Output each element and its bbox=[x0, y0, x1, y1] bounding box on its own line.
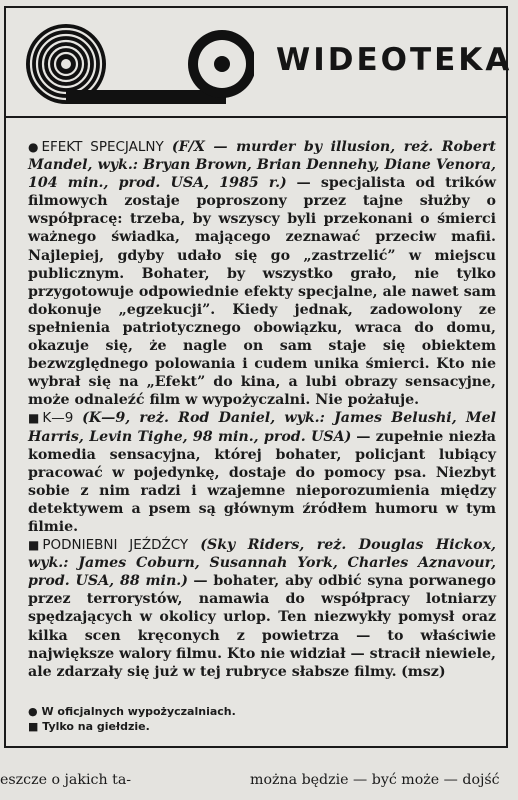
column-frame bbox=[4, 6, 513, 748]
author-signature: (msz) bbox=[401, 663, 446, 680]
review-entry bbox=[28, 536, 496, 681]
square-bullet-icon: ■ bbox=[28, 538, 40, 553]
film-credits: (Sky Riders, reż. Douglas Hickox, wyk.: James Coburn, Susannah York, Charles Aznavour, prod. USA, 88 min.) bbox=[28, 537, 496, 590]
next-article-fragment bbox=[0, 772, 518, 800]
square-bullet-icon: ■ bbox=[28, 720, 39, 733]
circle-bullet-icon: ● bbox=[28, 140, 39, 154]
reviews-body bbox=[28, 138, 496, 681]
legend-label: Tylko na giełdzie. bbox=[42, 720, 150, 733]
film-credits: (K—9, reż. Rod Daniel, wyk.: James Belushi, Mel Harris, Levin Tighe, 98 min., prod. USA) bbox=[28, 410, 496, 445]
availability-legend bbox=[28, 704, 488, 734]
column-title: WIDEOTEKA bbox=[276, 42, 513, 78]
review-entry bbox=[28, 138, 496, 409]
film-title: EFEKT SPECJALNY bbox=[41, 139, 164, 155]
film-title: PODNIEBNI JEŹDŹCY bbox=[42, 537, 189, 554]
square-bullet-icon: ■ bbox=[28, 411, 40, 426]
film-title: K—9 bbox=[42, 410, 74, 427]
circle-bullet-icon: ● bbox=[28, 705, 38, 718]
film-review: — specjalista od trików filmowych zostaje poproszony przez tajne służby o współpracę: trzeba, by wszyscy byli przekonani o śmierci ważnego świadka, mającego zeznawać przeciw mafii. Najlepiej, gdyby udało się go „zastrzelić” w miejscu publicznym. Bohater, by wszystko grało, nie tylko przygotowuje odpowiednie efekty specjalne, ale nawet sam dokonuje „egzekucji”. Kiedy jednak, zadowolony ze spełnienia patriotycznego obowiązku, wraca do domu, okazuje się, że nagle on sam staje się obiektem bezwzględnego polowania i cudem unika śmierci. Kto nie wybrał się na „Efekt” do kina, a lubi obrazy sensacyjne, może odnaleźć film w wypożyczalni. Nie pożałuje. bbox=[28, 175, 496, 409]
column-header bbox=[6, 8, 513, 118]
fragment-right: można będzie — być może — dojść bbox=[250, 772, 500, 788]
film-review: — bohater, aby odbić syna porwanego przez terrorystów, namawia do współpracy lotniarzy spędzających w okolicy urlop. Ten niezwykły pomysł oraz kilka scen kręconych z powietrza — to właściwie największe walory filmu. Kto nie widział — stracił niewiele, ale zdarzały się już w tej rubryce słabsze filmy. bbox=[28, 573, 497, 680]
fragment-left: eszcze o jakich ta- bbox=[0, 772, 132, 788]
review-entry bbox=[28, 409, 496, 536]
legend-item bbox=[28, 719, 488, 734]
film-review: — zupełnie niezła komedia sensacyjna, której bohater, policjant lubiący pracować w pojedynkę, dostaje do pomocy psa. Niezbyt sobie z nim radzi i wzajemne nieporozumienia między detektywem a psem są głównym źródłem humoru w tym filmie. bbox=[28, 428, 497, 535]
film-credits: (F/X — murder by illusion, reż. Robert Mandel, wyk.: Bryan Brown, Brian Dennehy, Diane Venora, 104 min., prod. USA, 1985 r.) bbox=[28, 139, 496, 192]
legend-item bbox=[28, 704, 488, 719]
legend-label: W oficjalnych wypożyczalniach. bbox=[41, 705, 236, 718]
film-reel-icon bbox=[24, 22, 254, 106]
